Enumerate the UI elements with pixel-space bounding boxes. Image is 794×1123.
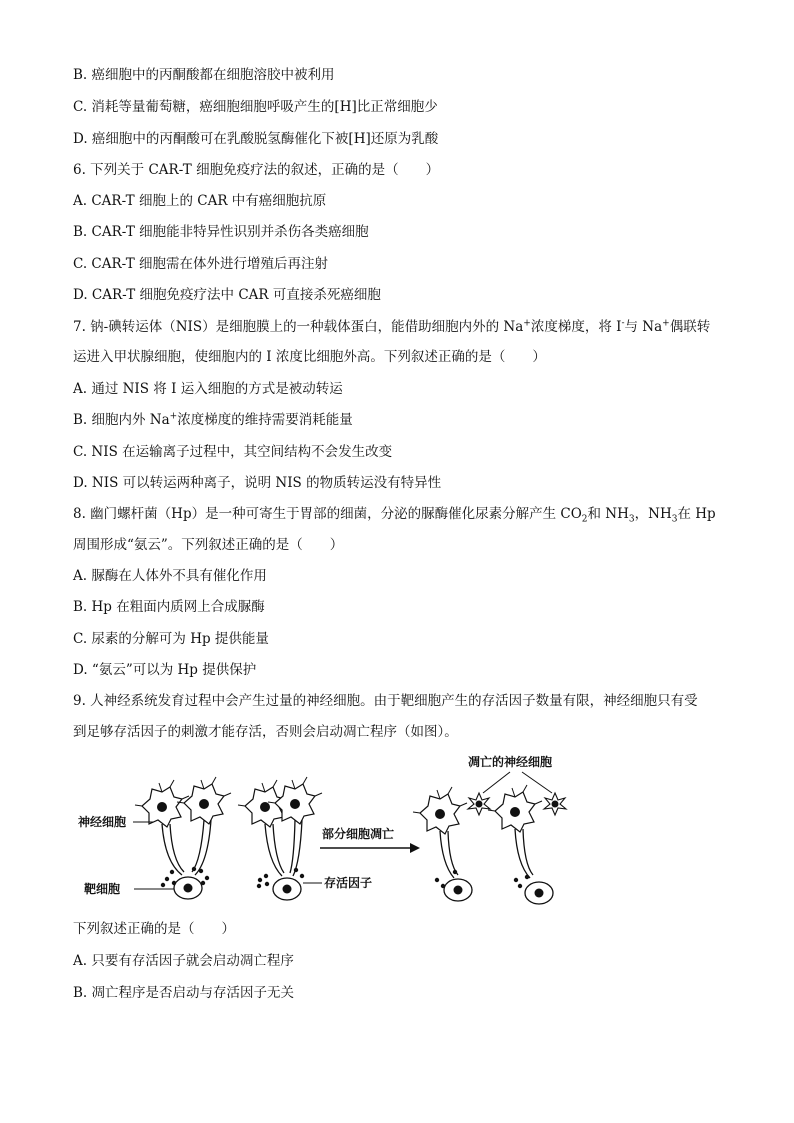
q7-superscript: + — [523, 318, 531, 329]
q6-option-d: D. CAR-T 细胞免疫疗法中 CAR 可直接杀死癌细胞 — [73, 287, 381, 303]
q8-stem-part: 在 Hp — [677, 506, 716, 522]
q8-subscript: 2 — [581, 514, 588, 525]
target-cell — [273, 878, 301, 900]
q6-option-b: B. CAR-T 细胞能非特异性识别并杀伤各类癌细胞 — [73, 224, 369, 240]
q7-option-d: D. NIS 可以转运两种离子，说明 NIS 的物质转运没有特异性 — [73, 475, 442, 491]
q7-superscript: + — [662, 318, 670, 329]
q7-stem-part: 浓度梯度，将 I — [530, 319, 622, 335]
target-cell — [174, 877, 202, 899]
survival-factor-dots — [514, 875, 529, 888]
q8-option-c: C. 尿素的分解可为 Hp 提供能量 — [73, 631, 269, 647]
axon — [523, 829, 533, 875]
q9-question: 下列叙述正确的是（ ） — [73, 921, 235, 937]
q7-stem-part: 偶联转 — [669, 319, 711, 335]
q7-stem-part: 与 Na — [624, 319, 663, 335]
q8-stem-part: 和 NH — [587, 506, 629, 522]
q7-superscript: + — [169, 411, 178, 422]
label-target-cell: 靶细胞 — [84, 882, 121, 896]
q7-stem-line2: 运进入甲状腺细胞，使细胞内的 I 浓度比细胞外高。下列叙述正确的是（ ） — [73, 349, 546, 365]
q5-option-c: C. 消耗等量葡萄糖，癌细胞细胞呼吸产生的[H]比正常细胞少 — [73, 99, 438, 115]
apoptotic-neuron — [544, 793, 566, 815]
q9-option-a: A. 只要有存活因子就会启动凋亡程序 — [73, 953, 294, 969]
q7-stem-line1 — [73, 318, 710, 336]
label-apoptotic-pointer — [522, 772, 552, 793]
q9-option-b: B. 凋亡程序是否启动与存活因子无关 — [73, 985, 295, 1001]
neuron-apoptosis-figure — [70, 752, 570, 912]
q8-option-a: A. 脲酶在人体外不具有催化作用 — [73, 568, 267, 584]
q9-stem-line1: 9. 人神经系统发育过程中会产生过量的神经细胞。由于靶细胞产生的存活因子数量有限，神经细胞只有受 — [73, 693, 698, 709]
axon — [440, 831, 454, 878]
q7-option-c: C. NIS 在运输离子过程中，其空间结构不会发生改变 — [73, 444, 393, 460]
label-neuron: 神经细胞 — [78, 815, 127, 829]
q5-option-d: D. 癌细胞中的丙酮酸可在乳酸脱氢酶催化下被[H]还原为乳酸 — [73, 131, 439, 147]
axon — [448, 831, 458, 875]
q7-option-b — [73, 411, 353, 429]
neuron-body — [488, 785, 542, 832]
target-cell — [525, 882, 553, 904]
neuron-body — [177, 777, 231, 824]
q8-subscript: 3 — [671, 514, 678, 525]
q7-stem-part: 7. 钠-碘转运体（NIS）是细胞膜上的一种载体蛋白，能借助细胞内外的 Na — [73, 319, 524, 335]
q7-option-a: A. 通过 NIS 将 I 运入细胞的方式是被动转运 — [73, 381, 343, 397]
q8-option-b: B. Hp 在粗面内质网上合成脲酶 — [73, 599, 265, 615]
apoptotic-neuron — [468, 793, 490, 815]
panel-result-right — [468, 754, 566, 904]
q8-stem-line2: 周围形成“氨云”。下列叙述正确的是（ ） — [73, 537, 344, 553]
label-apoptotic-neuron: 凋亡的神经细胞 — [468, 755, 553, 769]
q7-option-b-part: B. 细胞内外 Na — [73, 412, 170, 428]
q8-option-d: D. “氨云”可以为 Hp 提供保护 — [73, 662, 257, 678]
q6-option-c: C. CAR-T 细胞需在体外进行增殖后再注射 — [73, 256, 329, 272]
q6-option-a: A. CAR-T 细胞上的 CAR 中有癌细胞抗原 — [73, 193, 327, 209]
neuron-body — [413, 787, 467, 834]
axon — [170, 824, 184, 872]
q5-option-b: B. 癌细胞中的丙酮酸都在细胞溶胶中被利用 — [73, 67, 335, 83]
neuron-body — [135, 780, 189, 827]
label-survival-factor: 存活因子 — [324, 876, 373, 890]
q7-superscript: - — [621, 318, 625, 329]
process-arrow — [320, 826, 420, 853]
panel-initial-left — [78, 777, 231, 899]
q6-stem: 6. 下列关于 CAR-T 细胞免疫疗法的叙述，正确的是（ ） — [73, 162, 440, 178]
axon — [515, 829, 530, 878]
q8-subscript: 3 — [628, 514, 635, 525]
target-cell — [444, 879, 472, 901]
q7-option-b-part: 浓度梯度的维持需要消耗能量 — [177, 412, 353, 428]
label-apoptotic-pointer — [483, 772, 510, 793]
axon — [162, 824, 182, 875]
label-partial-apoptosis: 部分细胞凋亡 — [322, 827, 395, 841]
q8-stem-line1 — [73, 505, 716, 523]
q8-stem-part: ，NH — [634, 506, 672, 522]
panel-result-left — [413, 787, 472, 901]
q8-stem-part: 8. 幽门螺杆菌（Hp）是一种可寄生于胃部的细菌，分泌的脲酶催化尿素分解产生 CO — [73, 506, 582, 522]
axon — [290, 820, 295, 873]
q9-stem-line2: 到足够存活因子的刺激才能存活，否则会启动凋亡程序（如图）。 — [73, 724, 458, 740]
